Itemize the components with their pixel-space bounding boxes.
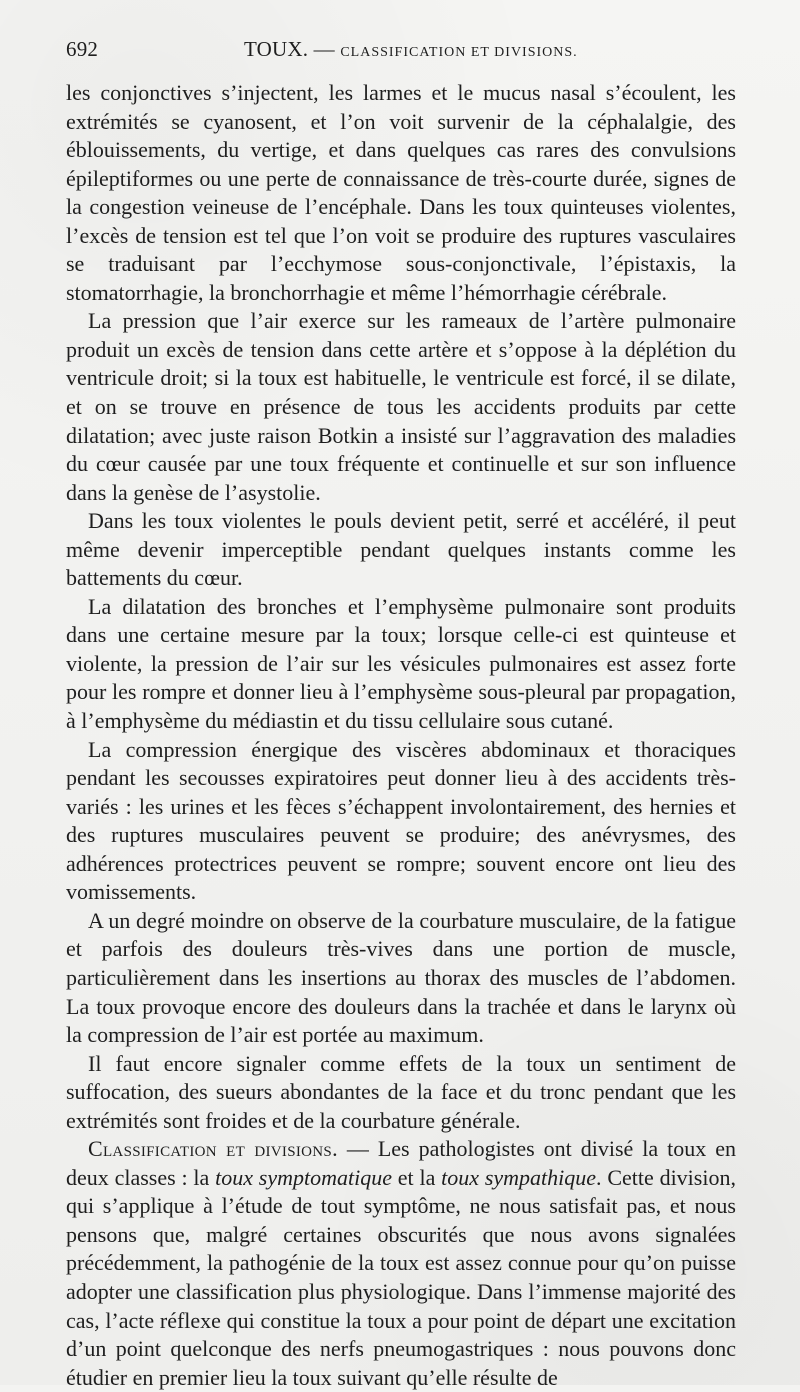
paragraph-continuation: les conjonctives s’injectent, les larmes et le mucus nasal s’écoulent, les extrémités se cyanosent, et l’on voit survenir de la céphalalgie, des éblouissements, du vertige, et dans quelques cas rares des convulsions épileptiformes ou une perte de connaissance de très-courte durée, signes de la congestion veineuse de l’encéphale. Dans les toux quinteuses violentes, l’excès de tension est tel que l’on voit se produire des ruptures vasculaires se traduisant par l’ecchymose sous-conjonctivale, l’épistaxis, la stomatorrhagie, la bronchorrhagie et même l’hémorrhagie cérébrale. (66, 80, 736, 305)
running-header (66, 37, 736, 67)
paragraph-pressure-artery: La pression que l’air exerce sur les rameaux de l’artère pulmonaire produit un excès de tension dans cette artère et s’oppose à la déplétion du ventricule droit; si la toux est habituelle, le ventricule est forcé, il se dilate, et on se trouve en présence de tous les accidents produits par cette dilatation; avec juste raison Botkin a insisté sur l’aggravation des maladies du cœur causée par une toux fréquente et continuelle et sur son influence dans la genèse de l’asystolie. (66, 308, 736, 505)
running-title-dash: — (308, 37, 341, 61)
section-heading: Classification et divisions. (88, 1136, 338, 1162)
term-symptomatic-cough: toux symptomatique (215, 1164, 392, 1190)
term-sympathetic-cough: toux sympathique (441, 1164, 597, 1190)
page-number: 692 (66, 37, 99, 61)
running-title-main: TOUX. (244, 37, 309, 61)
classification-rest: . Cette division, qui s’applique à l’étude de tout symptôme, ne nous satisfait pas, et nous pensons que, malgré certaines obscurités que nous avons signalées précédemment, la pathogénie de la toux est assez connue pour qu’on puisse adopter une classification plus physiologique. Dans l’immense majorité des cas, l’acte réflexe qui constitue la toux a pour point de départ une excitation d’un point quelconque des nerfs pneumogastriques : nous pouvons donc étudier en premier lieu la toux suivant qu’elle résulte de (66, 1164, 736, 1390)
paragraph-emphysema: La dilatation des bronches et l’emphysème pulmonaire sont produits dans une certaine mesure par la toux; lorsque celle-ci est quinteuse et violente, la pression de l’air sur les vésicules pulmonaires est assez forte pour les rompre et donner lieu à l’emphysème sous-pleural par propagation, à l’emphysème du médiastin et du tissu cellulaire sous cutané. (66, 593, 736, 734)
paragraph-pulse: Dans les toux violentes le pouls devient petit, serré et accéléré, il peut même devenir imperceptible pendant quelques instants comme les battements du cœur. (66, 508, 736, 591)
running-title-section: CLASSIFICATION ET DIVISIONS. (340, 45, 578, 60)
classification-lead-in: — Les pathologistes ont divisé la toux en deux classes : la (66, 1136, 736, 1190)
paragraph-muscular-pain: A un degré moindre on observe de la courbature musculaire, de la fatigue et parfois des douleurs très-vives dans une portion de muscle, particulièrement dans les insertions au thorax des muscles de l’abdomen. La toux provoque encore des douleurs dans la trachée et dans le larynx où la compression de l’air est portée au maximum. (66, 907, 736, 1048)
paragraph-classification (66, 1135, 736, 1392)
paragraph-suffocation: Il faut encore signaler comme effets de la toux un sentiment de suffocation, des sueurs abondantes de la face et du tronc pendant que les extrémités sont froides et de la courbature générale. (66, 1050, 736, 1133)
classification-between-terms: et la (391, 1164, 442, 1190)
page-body (66, 79, 736, 1392)
running-title (244, 37, 578, 62)
paragraph-abdominal-compression: La compression énergique des viscères abdominaux et thoraciques pendant les secousses expiratoires peut donner lieu à des accidents très-variés : les urines et les fèces s’échappent involontairement, des hernies et des ruptures musculaires peuvent se produire; des anévrysmes, des adhérences protectrices peuvent se rompre; souvent encore ont lieu des vomissements. (66, 736, 736, 905)
